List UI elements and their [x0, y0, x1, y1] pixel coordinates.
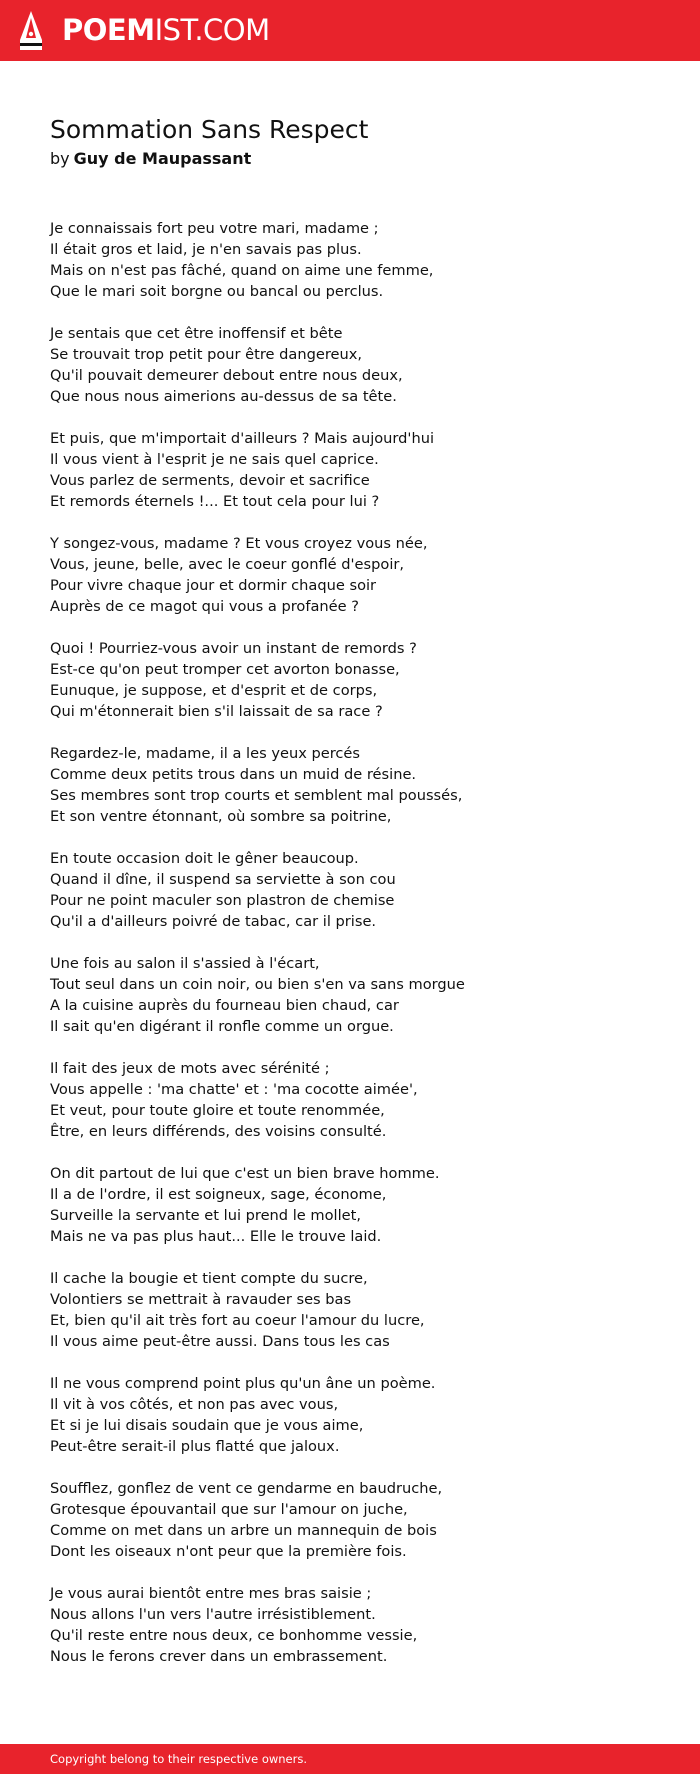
verse-line: Qu'il reste entre nous deux, ce bonhomme vessie,: [50, 1627, 418, 1644]
poem-body: [50, 218, 465, 1688]
verse-line: Soufflez, gonflez de vent ce gendarme en baudruche,: [50, 1480, 443, 1497]
stanza: [50, 1583, 465, 1667]
verse-line: Grotesque épouvantail que sur l'amour on juche,: [50, 1501, 408, 1518]
verse-line: Peut-être serait-il plus flatté que jaloux.: [50, 1438, 340, 1455]
stanza: [50, 953, 465, 1037]
verse-line: Et remords éternels !... Et tout cela pour lui ?: [50, 493, 380, 510]
poem-title: Sommation Sans Respect: [50, 115, 369, 144]
stanza: [50, 1268, 465, 1352]
verse-line: Nous le ferons crever dans un embrassement.: [50, 1648, 388, 1665]
stanza: [50, 1058, 465, 1142]
verse-line: Est-ce qu'on peut tromper cet avorton bonasse,: [50, 661, 400, 678]
stanza: [50, 428, 465, 512]
verse-line: Nous allons l'un vers l'autre irrésistiblement.: [50, 1606, 376, 1623]
verse-line: Pour vivre chaque jour et dormir chaque soir: [50, 577, 377, 594]
verse-line: Quoi ! Pourriez-vous avoir un instant de remords ?: [50, 640, 417, 657]
verse-line: Une fois au salon il s'assied à l'écart,: [50, 955, 320, 972]
verse-line: Je connaissais fort peu votre mari, madame ;: [50, 220, 379, 237]
verse-line: Il ne vous comprend point plus qu'un âne un poème.: [50, 1375, 436, 1392]
verse-line: Se trouvait trop petit pour être dangereux,: [50, 346, 363, 363]
verse-line: Être, en leurs différends, des voisins consulté.: [50, 1123, 387, 1140]
verse-line: Tout seul dans un coin noir, ou bien s'en va sans morgue: [50, 976, 465, 993]
verse-line: Volontiers se mettrait à ravauder ses bas: [50, 1291, 352, 1308]
by-label: by: [50, 149, 70, 168]
verse-line: A la cuisine auprès du fourneau bien chaud, car: [50, 997, 399, 1014]
verse-line: Et, bien qu'il ait très fort au coeur l'amour du lucre,: [50, 1312, 425, 1329]
verse-line: Il vous vient à l'esprit je ne sais quel caprice.: [50, 451, 379, 468]
verse-line: Et puis, que m'importait d'ailleurs ? Mais aujourd'hui: [50, 430, 434, 447]
verse-line: Je sentais que cet être inoffensif et bête: [50, 325, 343, 342]
verse-line: Que le mari soit borgne ou bancal ou perclus.: [50, 283, 384, 300]
byline: [50, 148, 251, 170]
verse-line: Vous appelle : 'ma chatte' et : 'ma cocotte aimée',: [50, 1081, 418, 1098]
verse-line: Et veut, pour toute gloire et toute renommée,: [50, 1102, 385, 1119]
verse-line: Que nous nous aimerions au-dessus de sa tête.: [50, 388, 397, 405]
verse-line: Quand il dîne, il suspend sa serviette à son cou: [50, 871, 396, 888]
verse-line: Il a de l'ordre, il est soigneux, sage, économe,: [50, 1186, 387, 1203]
verse-line: Vous, jeune, belle, avec le coeur gonflé d'espoir,: [50, 556, 405, 573]
header-bar: [0, 0, 700, 61]
stanza: [50, 1478, 465, 1562]
verse-line: Il était gros et laid, je n'en savais pas plus.: [50, 241, 362, 258]
stanza: [50, 218, 465, 302]
verse-line: Surveille la servante et lui prend le mollet,: [50, 1207, 361, 1224]
verse-line: Qu'il a d'ailleurs poivré de tabac, car il prise.: [50, 913, 377, 930]
verse-line: Comme on met dans un arbre un mannequin de bois: [50, 1522, 437, 1539]
copyright-text: Copyright belong to their respective owners.: [50, 1752, 308, 1766]
verse-line: Eunuque, je suppose, et d'esprit et de corps,: [50, 682, 378, 699]
verse-line: Vous parlez de serments, devoir et sacrifice: [50, 472, 370, 489]
verse-line: Regardez-le, madame, il a les yeux percés: [50, 745, 361, 762]
verse-line: Il cache la bougie et tient compte du sucre,: [50, 1270, 368, 1287]
verse-line: Il vous aime peut-être aussi. Dans tous les cas: [50, 1333, 390, 1350]
verse-line: Qui m'étonnerait bien s'il laissait de sa race ?: [50, 703, 383, 720]
verse-line: Ses membres sont trop courts et semblent mal poussés,: [50, 787, 463, 804]
verse-line: Comme deux petits trous dans un muid de résine.: [50, 766, 417, 783]
verse-line: Mais on n'est pas fâché, quand on aime une femme,: [50, 262, 434, 279]
stanza: [50, 323, 465, 407]
stanza: [50, 1163, 465, 1247]
verse-line: Qu'il pouvait demeurer debout entre nous deux,: [50, 367, 403, 384]
verse-line: Pour ne point maculer son plastron de chemise: [50, 892, 395, 909]
poem-author: Guy de Maupassant: [73, 149, 252, 168]
stanza: [50, 743, 465, 827]
verse-line: Auprès de ce magot qui vous a profanée ?: [50, 598, 360, 615]
verse-line: Y songez-vous, madame ? Et vous croyez vous née,: [50, 535, 428, 552]
brand-light: IST.COM: [154, 13, 270, 47]
verse-line: En toute occasion doit le gêner beaucoup.: [50, 850, 359, 867]
site-logo[interactable]: [62, 10, 270, 50]
stanza: [50, 638, 465, 722]
verse-line: Et son ventre étonnant, où sombre sa poitrine,: [50, 808, 392, 825]
stanza: [50, 848, 465, 932]
verse-line: On dit partout de lui que c'est un bien brave homme.: [50, 1165, 440, 1182]
stanza: [50, 533, 465, 617]
stanza: [50, 1373, 465, 1457]
pen-nib-icon[interactable]: [18, 10, 44, 52]
verse-line: Il sait qu'en digérant il ronfle comme un orgue.: [50, 1018, 394, 1035]
verse-line: Et si je lui disais soudain que je vous aime,: [50, 1417, 364, 1434]
brand-bold: POEM: [62, 13, 155, 47]
verse-line: Mais ne va pas plus haut... Elle le trouve laid.: [50, 1228, 382, 1245]
footer-bar: [0, 1744, 700, 1774]
verse-line: Il fait des jeux de mots avec sérénité ;: [50, 1060, 330, 1077]
verse-line: Il vit à vos côtés, et non pas avec vous,: [50, 1396, 339, 1413]
verse-line: Je vous aurai bientôt entre mes bras saisie ;: [50, 1585, 372, 1602]
verse-line: Dont les oiseaux n'ont peur que la première fois.: [50, 1543, 407, 1560]
